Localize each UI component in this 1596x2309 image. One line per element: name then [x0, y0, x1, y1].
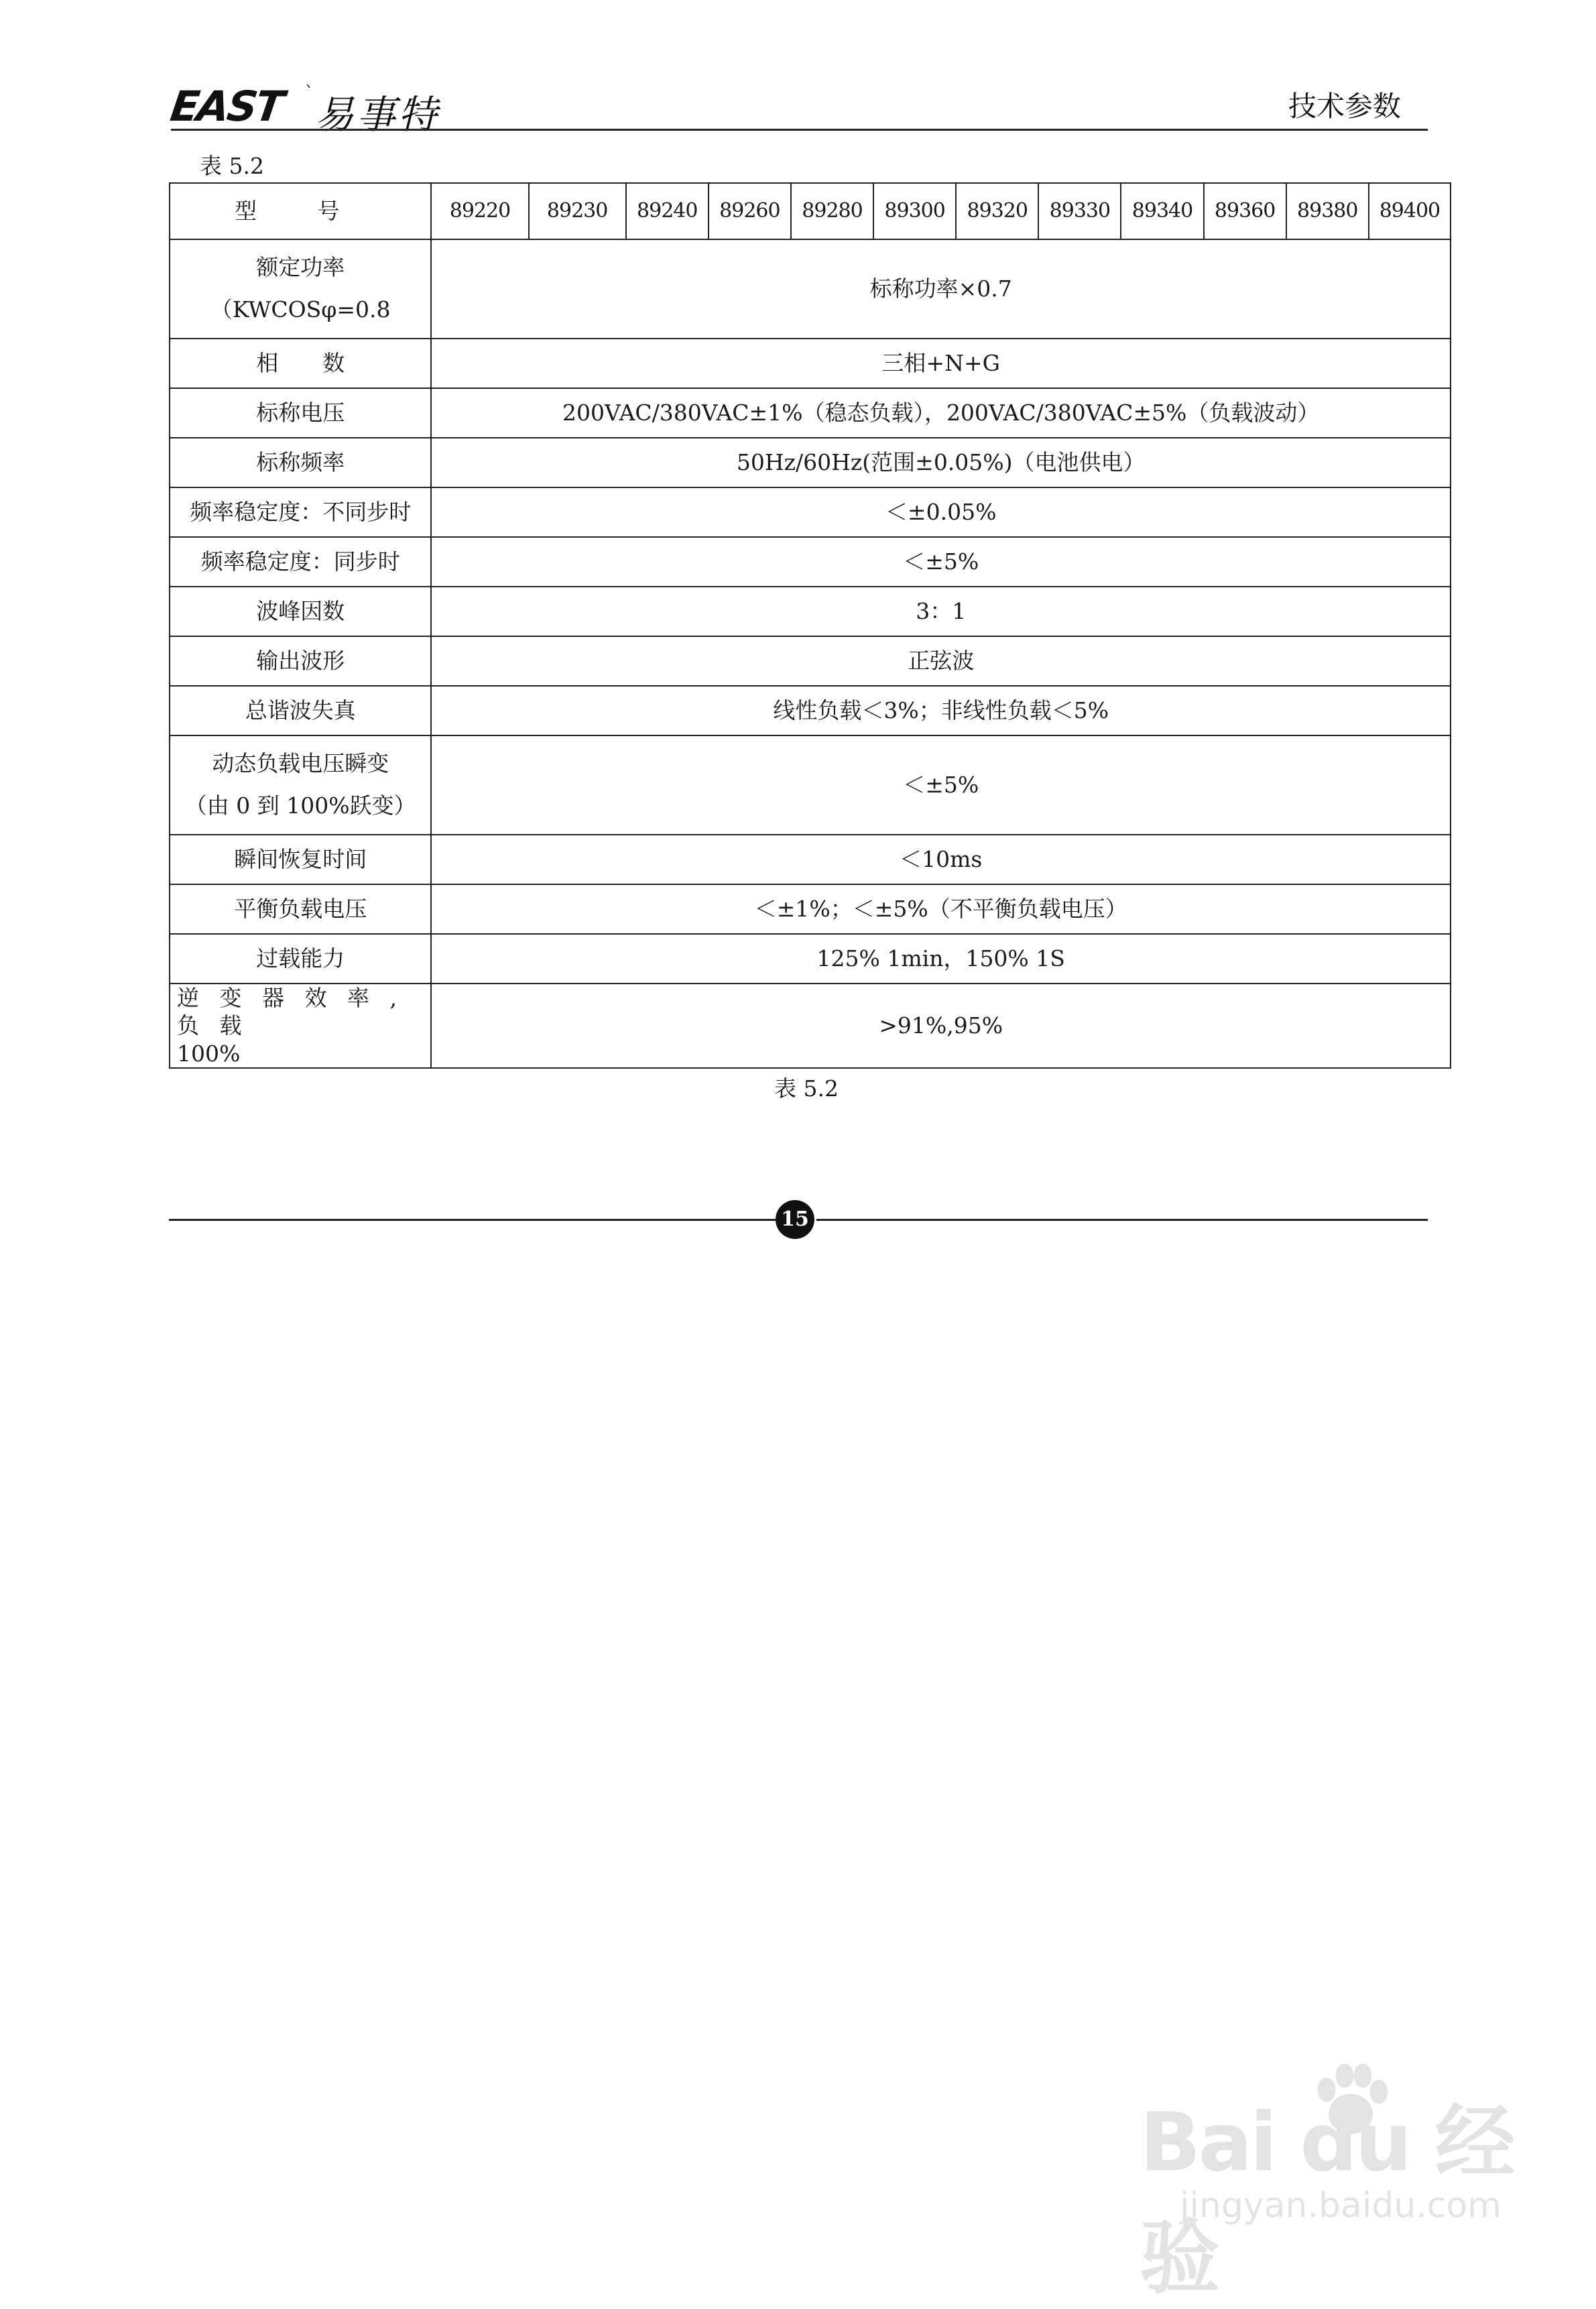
row-label: 波峰因数 [170, 587, 431, 636]
model-cell: 89360 [1204, 183, 1286, 239]
table-row [170, 984, 1451, 1068]
table-row [170, 686, 1451, 735]
table-row [170, 735, 1451, 835]
row-label: 输出波形 [170, 636, 431, 686]
model-cell: 89280 [791, 183, 873, 239]
row-label: 逆 变 器 效 率 , 负 载 100% [170, 984, 431, 1068]
table-row [170, 537, 1451, 587]
section-title: 技术参数 [1288, 90, 1401, 123]
row-value: 线性负载＜3%；非线性负载＜5% [431, 686, 1451, 735]
model-cell: 89380 [1286, 183, 1369, 239]
row-label: 相 数 [170, 339, 431, 388]
model-label: 型 号 [170, 183, 431, 239]
model-cell: 89330 [1038, 183, 1121, 239]
model-cell: 89240 [626, 183, 709, 239]
table-caption-top: 表 5.2 [200, 153, 264, 179]
row-value: >91%,95% [431, 984, 1451, 1068]
logo-mark: ` [305, 83, 314, 103]
row-value: 50Hz/60Hz(范围±0.05%)（电池供电） [431, 438, 1451, 487]
row-label: 总谐波失真 [170, 686, 431, 735]
table-row [170, 636, 1451, 686]
row-label: 频率稳定度：不同步时 [170, 487, 431, 537]
table-row [170, 934, 1451, 984]
brand-logo: EAST [167, 82, 286, 131]
row-label: 标称频率 [170, 438, 431, 487]
row-value: 200VAC/380VAC±1%（稳态负载），200VAC/380VAC±5%（负载波动） [431, 388, 1451, 438]
model-cell: 89320 [956, 183, 1038, 239]
row-label: 动态负载电压瞬变 （由 0 到 100%跃变） [170, 735, 431, 835]
table-row [170, 884, 1451, 934]
page-number: 15 [776, 1200, 814, 1239]
model-cell: 89300 [873, 183, 956, 239]
row-label: 额定功率 （KWCOSφ=0.8 [170, 239, 431, 339]
model-cell: 89230 [529, 183, 626, 239]
row-label: 瞬间恢复时间 [170, 835, 431, 884]
footer-rule-right [816, 1219, 1428, 1221]
row-label: 标称电压 [170, 388, 431, 438]
table-row [170, 487, 1451, 537]
row-value: 3：1 [431, 587, 1451, 636]
model-cell: 89220 [431, 183, 528, 239]
row-value: 三相+N+G [431, 339, 1451, 388]
row-label: 平衡负载电压 [170, 884, 431, 934]
watermark [1140, 2052, 1515, 2305]
table-row [170, 239, 1451, 339]
brand-logo-cn: 易事特 [315, 92, 440, 137]
table-row [170, 438, 1451, 487]
footer-rule-left [169, 1219, 776, 1221]
model-cell: 89260 [709, 183, 791, 239]
watermark-url: jingyan.baidu.com [1180, 2186, 1501, 2226]
table-caption-bottom: 表 5.2 [774, 1075, 839, 1102]
table-row [170, 587, 1451, 636]
watermark-brand: Bai du 经验 [1140, 2096, 1513, 2305]
row-value: ＜±5% [431, 537, 1451, 587]
header-rule [171, 129, 1428, 131]
row-value: ＜10ms [431, 835, 1451, 884]
row-value: 125% 1min，150% 1S [431, 934, 1451, 984]
row-value: ＜±1%；＜±5%（不平衡负载电压） [431, 884, 1451, 934]
model-cell: 89340 [1121, 183, 1203, 239]
table-row [170, 339, 1451, 388]
table-row [170, 835, 1451, 884]
spec-table [169, 182, 1451, 1069]
row-label: 频率稳定度：同步时 [170, 537, 431, 587]
model-cell: 89400 [1369, 183, 1451, 239]
table-row [170, 388, 1451, 438]
row-value: ＜±0.05% [431, 487, 1451, 537]
table-header-row [170, 183, 1451, 239]
row-value: 正弦波 [431, 636, 1451, 686]
row-value: ＜±5% [431, 735, 1451, 835]
row-value: 标称功率×0.7 [431, 239, 1451, 339]
row-label: 过载能力 [170, 934, 431, 984]
page-header [167, 74, 1428, 137]
